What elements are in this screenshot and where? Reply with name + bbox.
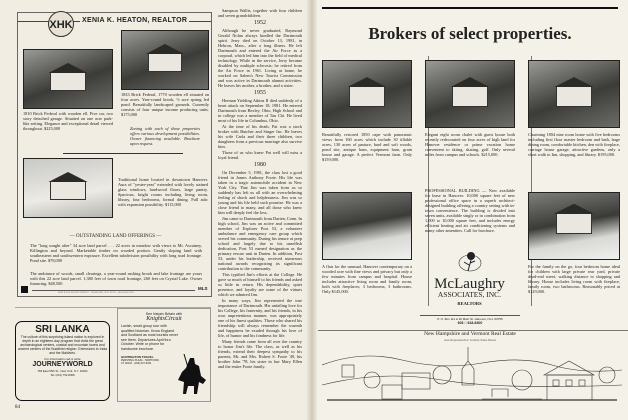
class-year-heading: 1952	[254, 20, 266, 26]
professional-building-text	[425, 188, 515, 233]
ad-body: Lavish, small-group tour with qualified historian. Know England and Scotland as most tourists never see them. Departures April thru October. Write or phone for handsome brochure.	[121, 324, 179, 351]
paragraph: At the time of his death, Pat was a stock broker with Butcher and Singer Inc. He leaves his wife Carla and their three children, two daughters from a previous marriage also survive him.	[218, 124, 302, 149]
zoning-note: Zoning with each of these properties offers various development possibilities. Owner financing available. Brochure upon request.	[130, 126, 200, 146]
page-number: 84	[15, 405, 20, 410]
brand-sub: ASSOCIATES, INC.	[437, 290, 502, 299]
listing-text: For the family on the go, four bedroom home ideal for children with large private rear yard, private dead-end street, walking distance to shopping and library. House includes living room with fireplace, family room, two bathrooms. Reasonably priced at $129,000.	[528, 264, 620, 294]
photo-contemporary	[322, 192, 412, 260]
photo-brick-federal-1833	[121, 30, 209, 90]
photo-family-home	[528, 192, 620, 260]
listing-text: Charming 1804 nine room home with five bedrooms including first floor master bedroom and bath, large dining room, comfortable kitchen, den with fireplace, carriage house garage, attractive gardens, only a short walk to Inn, shopping, and library. $195,000.	[528, 132, 620, 157]
land-offering: The ambiance of woods, small clearings, a year-round rushing brook and lake frontage are yours with this 22 acre land parcel. 1,380 feet of town road frontage, 260 feet on Crystal Lake. Owner financing. $48,500	[30, 271, 202, 286]
mclaughry-logo	[422, 250, 517, 306]
footer-address: ONE EAST SOUTH STREET · HANOVER, N.H. 03755 · (603) 643-3250	[58, 291, 134, 294]
photo-1804-home	[528, 60, 620, 128]
paragraph: Sampson Wallis, together with four children and seven grandchildren.	[218, 8, 302, 18]
photo-hanover-home	[23, 158, 113, 218]
ad-company: HUNTINGTON TRAVEL	[121, 354, 154, 359]
xhk-logo: XHK	[48, 11, 74, 37]
paragraph: Herman Yielding Atkins II died suddenly of a heart attack on September 18, 1981. He entered Dartmouth from Bexley, Ohio, High School and in college was a member of Tau Chi. He lived most of his life in Columbus, Ohio.	[218, 98, 302, 123]
divider	[63, 153, 183, 154]
brand-contact	[420, 315, 520, 325]
mls-logo: MLS	[198, 286, 208, 291]
ad-address: PERSHING PLAZA · HARTFORD, CT 06103 · (203) 527-6331	[121, 358, 160, 365]
photo-chalet	[425, 60, 515, 128]
paragraph: Many friends came from all over the country to honor Jim's life. The class, as well as his friends, extend their deepest sympathy to his parents, Mr. and Mrs. Robert S. Foote '49, his brother John '78, his sister in law Mary Ellen and the entire Foote family.	[218, 339, 302, 369]
listing-text: Elegant eight room chalet with guest house both recently redecorated on four acres of high land for Hanover residence or prime vacation home convenient to skiing, skating, golf. Only several miles from campus and schools. $215,000.	[425, 132, 515, 157]
right-page	[312, 0, 628, 420]
class-notes-column	[218, 8, 302, 403]
knight-on-horse-icon	[176, 354, 208, 398]
knights-circuit-ad	[117, 308, 211, 402]
listing-text: 1833 Brick Federal, 1770 wooden ell situated on four acres. Year-round brook, ½ acre spring fed pond. Beautifully landscaped grounds. Currently consists of four unique income producing units. $175,000	[121, 92, 209, 117]
knights-circuit-logo: KnightsCircuit	[146, 316, 182, 322]
ad-title: SRI LANKA	[35, 324, 90, 335]
land-offering: The "long sought after" 34 acre land parcel . . . 22 acres in meadow with views to Mt. Ascutney, Killington and beyond. Marketable timber on wooded portion. Gently sloping land with southeastern and southwestern exposure. Excellent subdivision possibility with long road frontage. Pond site. $78,000	[30, 243, 202, 263]
listing-body: Now available for lease in Hanover. 10,000 square feet of new professional office space in a superb architect-designed building offering a country setting with in-town convenience. The building is divided into seven units, available singly or in combination from 1,000 to 10,000 square feet, and includes energy efficient heating and air conditioning systems and many other amenities. Call for brochure.	[425, 188, 516, 233]
rep-line: Area Representative: Sotheby Parke Bernet	[443, 338, 497, 342]
paragraph: Jim came to Dartmouth from Darien, Conn. In high school, Jim was an active and committed member of Explorer Post 53, a volunteer ambulance and emergency care group which served his community. During his tenure at prep school and largely due to his unselfish dedication, Post 53 earned designation as the primary rescue unit in Darien. In addition, Post 53, under his leadership, received numerous national awards recognizing its significant contribution to the community.	[218, 216, 302, 271]
heaton-realtor-ad	[17, 12, 212, 297]
land-heading: — OUTSTANDING LAND OFFERINGS —	[69, 234, 162, 239]
top-rule	[322, 7, 618, 9]
listing-text: A flair for the unusual, Hanover contemporary on a wooded acre with fine views and privacy but only a few minutes from campus and hospital. House includes attractive living room and family room, both with fireplaces; 3 bedrooms; 3 bathrooms. Only $145,000.	[322, 264, 412, 294]
realtors-label: REALTORS	[457, 301, 482, 306]
page-gutter	[306, 0, 318, 420]
ad-body: The culture of this surprising island nation is explored in depth in an eighteen-day program that visits the great archaeological centers, coastal and mountain towns and ancient centers of the Buddhist religion. Extensions to India and the Maldives.	[18, 335, 107, 355]
class-year-heading: 1980	[254, 162, 266, 168]
paragraph: On December 5, 1981, the class lost a good friend in James Anthony Foote. His life was taken in a tragic automobile accident in New York City. That Jim was taken from us so suddenly has left us all with an overwhelming feeling of shock and helplessness. Jim was so young and his life held such promise. He was a close friend to many, and all those who knew him will deeply feel the loss.	[218, 170, 302, 215]
journeyworld-logo: JOURNEYWORLD	[32, 361, 93, 368]
ad-heading: XENIA K. HEATON, REALTOR	[82, 17, 188, 24]
listing-text: Traditional home located in downtown Hanover. Aura of "yester-year" extended with lovely stained glass windows, hardwood floors, large pantry. Spacious, bright rooms including living room, library, four bedrooms, formal dining. Full attic with expansion possibility. $115,000	[118, 177, 208, 207]
ad-headline: Brokers of select properties.	[368, 24, 572, 43]
listing-lead: PROFESSIONAL BUILDING —	[425, 188, 487, 193]
tagline: New Hampshire and Vermont Real Estate	[312, 330, 628, 337]
realtor-r-icon	[21, 286, 28, 293]
brand-address: P. O. Box 111 ● 30 Main St. Hanover, N.H. 03755	[437, 317, 503, 321]
brand-phone: 603 □ 643-6400	[457, 321, 483, 325]
paragraph: Those of us who knew Pat well will miss a loyal friend.	[218, 150, 302, 160]
class-year-heading: 1955	[254, 90, 266, 96]
photo-brick-federal-1810	[23, 49, 113, 109]
listing-text: 1810 Brick Federal with wooden ell. Five car, two story detached garage. Situated on one acre park-like setting. Elegance and exceptional detail viewed throughout. $225,000	[23, 111, 113, 131]
brand-name: McLaughry	[434, 276, 505, 292]
sri-lanka-ad	[15, 321, 110, 401]
flower-icon	[458, 250, 482, 272]
listing-text: Beautifully restored 1850 cape with panoramic views from 160 acres which include 30 tillable acres, 130 acres of pasture, hard and soft woods, pond site, antique barn, equipment barn, grain house and garage. A perfect Vermont farm. Only $159,000.	[322, 132, 412, 162]
paragraph: In many ways, Jim represented the true importance of Dartmouth. His unfailing love for his College, his fraternity, and his friends, in his own unpretentious manner, was appropriately one of his finest qualities. Those who shared his friendship will always remember the warmth and happiness he exuded through his love of life, of humor and his fondness for life.	[218, 298, 302, 338]
paragraph: Although he never graduated, Raymond Gerald Nolan always kindled the Dartmouth spirit. Jerry died on October 13, 1981, in Hebron, Mass., after a long illness. He left Dartmouth and entered the Air Force as a corporal, which led him into the field of medical technology. While in the service, Jerry became disabled by multiple sclerosis; he retired from the Air Force in 1961. Living at home, he worked on Salem's New Tourist Commission and was active in Dartmouth alumni activities. He leaves his mother, a brother, and a sister.	[218, 28, 302, 88]
ad-address: 155 East 55th St., New York, N.Y. 10022	[37, 369, 88, 373]
left-page	[0, 0, 312, 420]
photo-vermont-cape	[322, 60, 412, 128]
ad-kicker: See historic Britain with	[145, 312, 183, 316]
ad-phone: Tel: (212) 752-8308	[50, 373, 75, 377]
village-sketch-illustration	[322, 345, 622, 410]
paragraph: This typified Jim's efforts at the College. He gave so much of himself to his friends and asked so little in return. His dependability, quiet presence, and loyalty are some of the virtues which we admired Jim.	[218, 272, 302, 297]
ad-info: For information call or write	[44, 357, 81, 361]
